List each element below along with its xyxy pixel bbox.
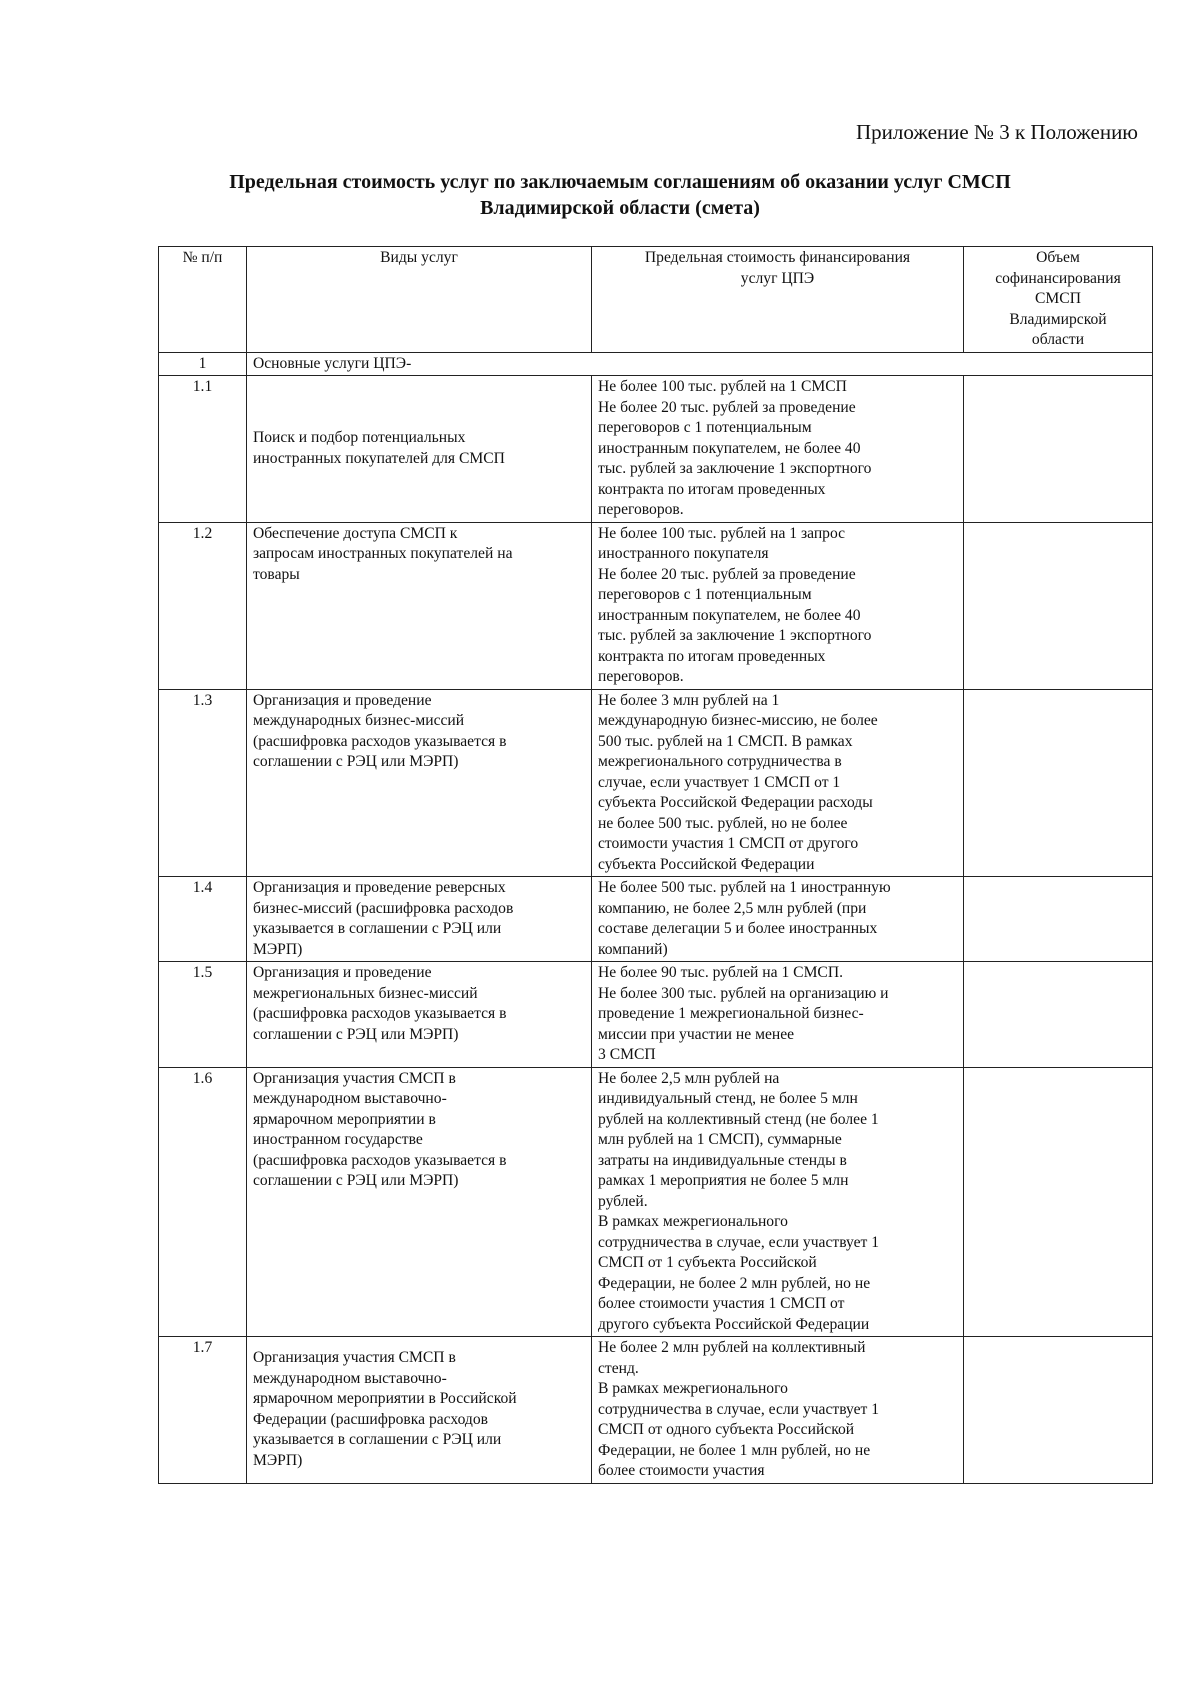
row-service-type: Обеспечение доступа СМСП к запросам иностранных покупателей на товары (247, 522, 592, 689)
row-cofinancing-volume (964, 522, 1153, 689)
row-service-type: Организация участия СМСП в международном выставочно- ярмарочном мероприятии в Российской Федерации (расшифровка расходов указывается в соглашении с РЭЦ или МЭРП) (247, 1337, 592, 1484)
row-cofinancing-volume (964, 689, 1153, 877)
row-number: 1.4 (159, 877, 247, 962)
document-title: Предельная стоимость услуг по заключаемым соглашениям об оказании услуг СМСП Владимирской области (смета) (229, 171, 1011, 219)
row-cofinancing-volume (964, 962, 1153, 1068)
row-number: 1.3 (159, 689, 247, 877)
section-number: 1 (159, 352, 247, 376)
cost-estimate-table (158, 246, 1153, 1484)
row-service-type: Организация участия СМСП в международном выставочно- ярмарочном мероприятии в иностранном государстве (расшифровка расходов указывается в соглашении с РЭЦ или МЭРП) (247, 1067, 592, 1337)
appendix-label: Приложение № 3 к Положению (855, 120, 1138, 144)
table-row (159, 689, 1153, 877)
table-header-row (159, 247, 1153, 353)
row-number: 1.5 (159, 962, 247, 1068)
row-service-type: Организация и проведение международных бизнес-миссий (расшифровка расходов указывается в соглашении с РЭЦ или МЭРП) (247, 689, 592, 877)
section-row (159, 352, 1153, 376)
row-max-cost: Не более 2,5 млн рублей на индивидуальный стенд, не более 5 млн рублей на коллективный стенд (не более 1 млн рублей на 1 СМСП), суммарные затраты на индивидуальные стенды в рамках 1 мероприятия не более 5 млн рублей. В рамках межрегионального сотрудничества в случае, если участвует 1 СМСП от 1 субъекта Российской Федерации, не более 2 млн рублей, но не более стоимости участия 1 СМСП от другого субъекта Российской Федерации (592, 1067, 964, 1337)
row-max-cost: Не более 90 тыс. рублей на 1 СМСП. Не более 300 тыс. рублей на организацию и проведение 1 межрегиональной бизнес- миссии при участии не менее 3 СМСП (592, 962, 964, 1068)
row-max-cost: Не более 3 млн рублей на 1 международную бизнес-миссию, не более 500 тыс. рублей на 1 СМСП. В рамках межрегионального сотрудничества в случае, если участвует 1 СМСП от 1 субъекта Российской Федерации расходы не более 500 тыс. рублей, но не более стоимости участия 1 СМСП от другого субъекта Российской Федерации (592, 689, 964, 877)
table-row (159, 522, 1153, 689)
row-max-cost: Не более 100 тыс. рублей на 1 СМСП Не более 20 тыс. рублей за проведение переговоров с 1 потенциальным иностранным покупателем, не более 40 тыс. рублей за заключение 1 экспортного контракта по итогам проведенных переговоров. (592, 376, 964, 523)
row-cofinancing-volume (964, 877, 1153, 962)
row-number: 1.7 (159, 1337, 247, 1484)
header-cofinancing-volume: Объем софинансирования СМСП Владимирской области (964, 247, 1153, 353)
row-cofinancing-volume (964, 1337, 1153, 1484)
row-cofinancing-volume (964, 376, 1153, 523)
row-max-cost: Не более 2 млн рублей на коллективный стенд. В рамках межрегионального сотрудничества в случае, если участвует 1 СМСП от одного субъекта Российской Федерации, не более 1 млн рублей, но не более стоимости участия (592, 1337, 964, 1484)
header-service-type: Виды услуг (247, 247, 592, 353)
row-service-type: Организация и проведение межрегиональных бизнес-миссий (расшифровка расходов указывается в соглашении с РЭЦ или МЭРП) (247, 962, 592, 1068)
row-max-cost: Не более 500 тыс. рублей на 1 иностранную компанию, не более 2,5 млн рублей (при составе делегации 5 и более иностранных компаний) (592, 877, 964, 962)
row-number: 1.6 (159, 1067, 247, 1337)
table-row (159, 376, 1153, 523)
row-service-type: Поиск и подбор потенциальных иностранных покупателей для СМСП (247, 376, 592, 523)
table-row (159, 1337, 1153, 1484)
row-cofinancing-volume (964, 1067, 1153, 1337)
table-row (159, 877, 1153, 962)
header-max-cost: Предельная стоимость финансирования услуг ЦПЭ (592, 247, 964, 353)
section-label: Основные услуги ЦПЭ- (247, 352, 1153, 376)
row-service-type: Организация и проведение реверсных бизнес-миссий (расшифровка расходов указывается в соглашении с РЭЦ или МЭРП) (247, 877, 592, 962)
header-number: № п/п (159, 247, 247, 353)
row-number: 1.1 (159, 376, 247, 523)
table-row (159, 962, 1153, 1068)
row-max-cost: Не более 100 тыс. рублей на 1 запрос иностранного покупателя Не более 20 тыс. рублей за проведение переговоров с 1 потенциальным иностранным покупателем, не более 40 тыс. рублей за заключение 1 экспортного контракта по итогам проведенных переговоров. (592, 522, 964, 689)
table-row (159, 1067, 1153, 1337)
row-number: 1.2 (159, 522, 247, 689)
